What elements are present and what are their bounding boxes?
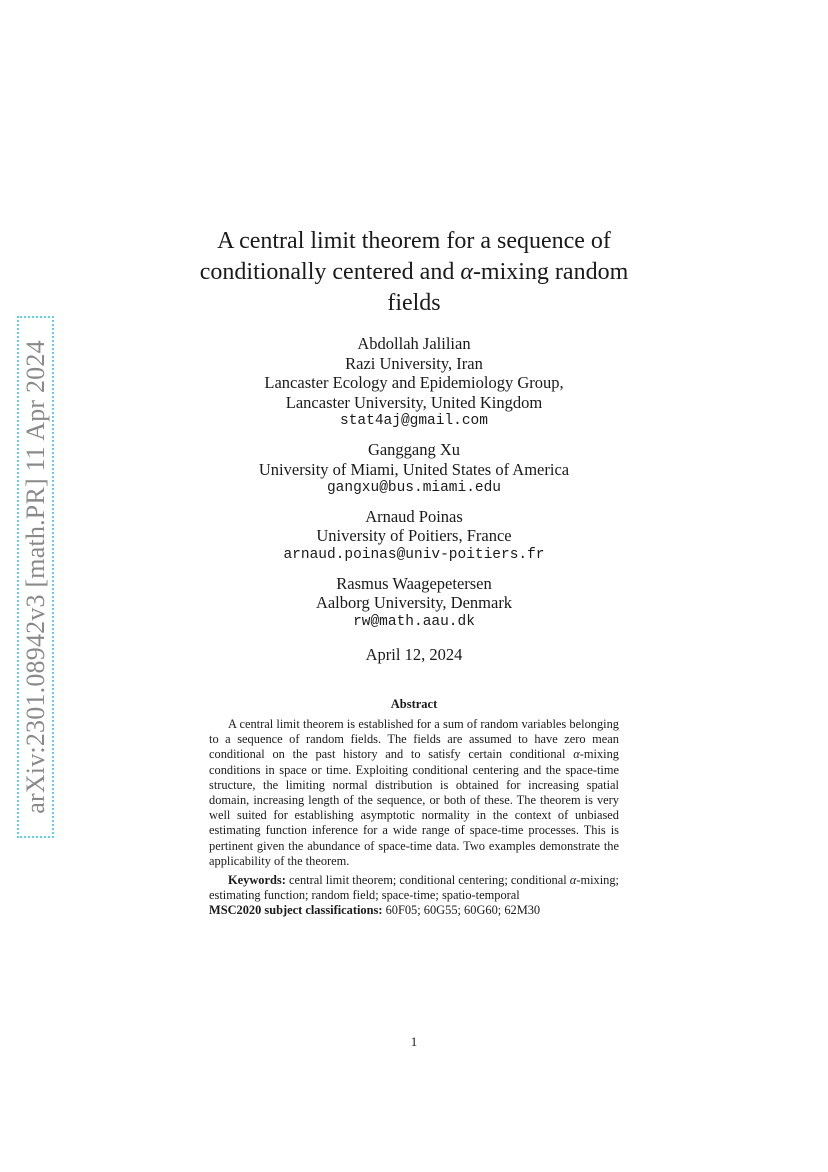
author-block	[150, 574, 678, 633]
publication-date: April 12, 2024	[365, 645, 463, 664]
author-block	[150, 440, 678, 499]
author-block	[150, 334, 678, 432]
author-email[interactable]: gangxu@bus.miami.edu	[326, 480, 502, 497]
keywords-text-start: central limit theorem; conditional centering; conditional	[285, 873, 570, 888]
msc-label: MSC2020 subject classifications:	[209, 903, 383, 918]
author-email[interactable]: stat4aj@gmail.com	[340, 413, 488, 430]
author-name: Arnaud Poinas	[365, 506, 463, 526]
author-affiliation: Lancaster University, United Kingdom	[285, 392, 543, 412]
author-list	[150, 334, 678, 640]
abstract-text	[209, 717, 619, 869]
keywords	[209, 873, 619, 903]
author-affiliation: Aalborg University, Denmark	[315, 593, 513, 613]
title-alpha-symbol: α	[460, 259, 473, 285]
title-line-2-start: conditionally centered and	[199, 259, 461, 285]
title-line-3: fields	[387, 290, 441, 316]
paper-title	[190, 226, 638, 319]
abstract-text-start: A central limit theorem is established for a sum of random variables belonging to a sequence of random fields. The fields are assumed to have zero mean conditional on the past history and to satisfy certain conditional	[209, 717, 619, 762]
author-affiliation: Lancaster Ecology and Epidemiology Group,	[264, 373, 564, 393]
author-affiliation: University of Miami, United States of America	[258, 459, 570, 479]
abstract-alpha-symbol: α	[573, 747, 580, 762]
title-line-2	[190, 257, 638, 288]
msc-value: 60F05; 60G55; 60G60; 62M30	[382, 903, 541, 918]
keywords-text-end: -mixing; estimating function; random field; space-time; spatio-temporal	[209, 873, 619, 903]
abstract-text-end: -mixing conditions in space or time. Exploiting conditional centering and the space-time structure, the limiting normal distribution is obtained for increasing spatial domain, increasing length of the sequence, or both of these. The theorem is very well suited for establishing asymptotic normality in the context of unbiased estimating function inference for a wide range of space-time processes. This is pertinent given the abundance of space-time data. Two examples demonstrate the applicability of the theorem.	[209, 747, 619, 868]
title-line-2-end: -mixing random	[472, 259, 629, 285]
author-name: Rasmus Waagepetersen	[336, 573, 492, 593]
keywords-alpha-symbol: α	[569, 873, 577, 888]
author-affiliation: Razi University, Iran	[345, 353, 483, 373]
arxiv-identifier-text: arXiv:2301.08942v3 [math.PR] 11 Apr 2024	[20, 340, 50, 814]
arxiv-identifier-stamp	[17, 316, 54, 838]
author-name: Abdollah Jalilian	[357, 334, 471, 353]
author-email[interactable]: rw@math.aau.dk	[353, 613, 475, 630]
author-name: Ganggang Xu	[367, 439, 461, 459]
page-number: 1	[410, 1034, 418, 1049]
author-block	[150, 507, 678, 566]
author-affiliation: University of Poitiers, France	[316, 526, 512, 546]
author-email[interactable]: arnaud.poinas@univ-poitiers.fr	[283, 546, 545, 563]
abstract-heading: Abstract	[390, 697, 438, 711]
abstract-section	[209, 717, 619, 919]
keywords-label: Keywords:	[228, 873, 286, 888]
title-line-1: A central limit theorem for a sequence of	[217, 228, 611, 254]
msc-classifications	[209, 903, 619, 918]
